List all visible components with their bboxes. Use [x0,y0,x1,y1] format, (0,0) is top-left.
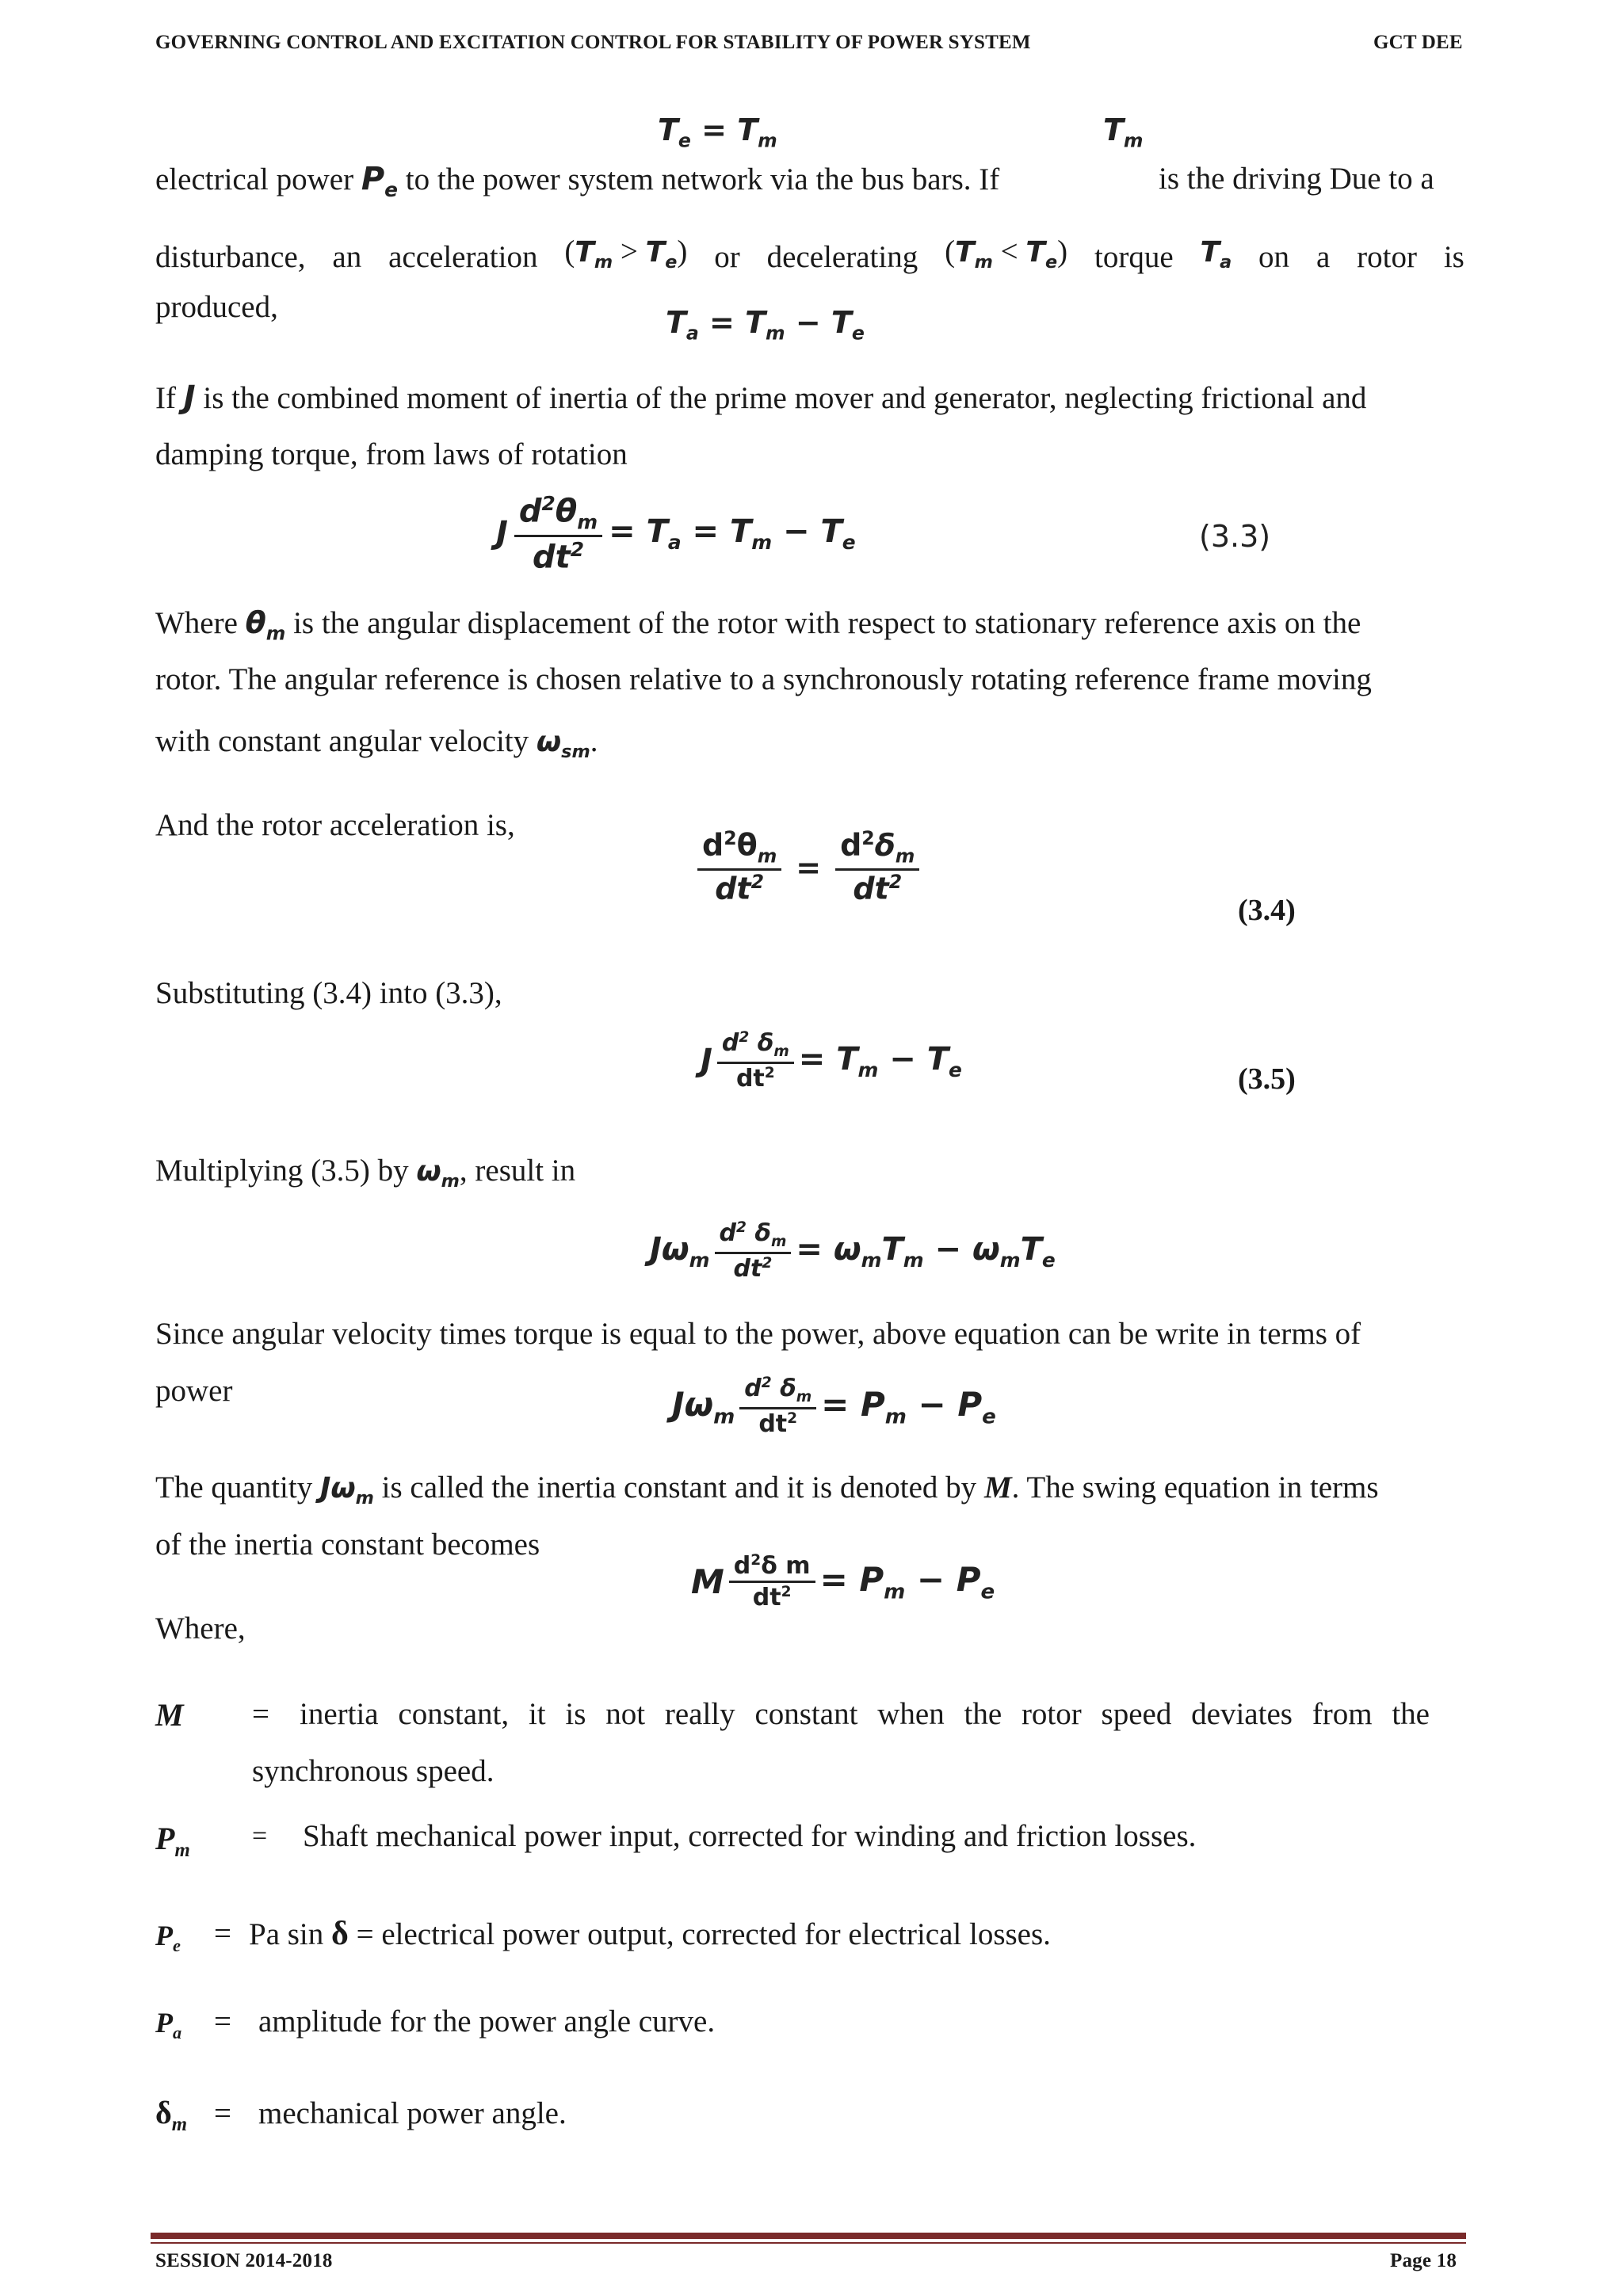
paragraph-line-11 [155,1142,575,1210]
equation-swing-inertia: M $\frac{d^2\delta m}{dt^2}$ = $P_m - P_e$ [691,1552,995,1611]
p11-tail: , result in [459,1154,576,1188]
equation-3-4: $\frac{d^2\theta_m}{dt^2}$ = $\frac{d^2\delta_m}{dt^2}$ [697,829,919,906]
symbol-tm-floating: $T_m$ [1103,113,1144,152]
symbol-omega-sm: $\omega_{sm}$ [536,726,590,763]
def-text-pe: Pa sin δ = electrical power output, corrected for electrical losses. [249,1916,1051,1952]
inequality-tm-lt-te: $(T_m < T_e)$ [945,235,1068,273]
p1-part-c: is the driving Due to a [1159,162,1434,196]
def-symbol-m: M [155,1697,184,1733]
equation-number-3-5: (3.5) [1238,1062,1296,1096]
p1-part-b: to the power system network via the bus bars. If [405,162,1000,196]
delta-symbol: δ [331,1916,349,1952]
symbol-j: J [183,379,196,416]
paragraph-line-15: of the inertia constant becomes [155,1527,540,1562]
paragraph-line-9: And the rotor acceleration is, [155,808,515,842]
equation-power-swing: $J\omega_m$ $\frac{d^2 \delta_m}{dt^2}$ = $P_m - P_e$ [672,1375,996,1439]
def-text-m-2: synchronous speed. [252,1754,495,1788]
paragraph-line-13: power [155,1374,233,1408]
paragraph-line-3: produced, [155,290,278,324]
paragraph-line-1 [155,151,999,219]
symbol-theta-m: $\theta_m$ [245,605,286,645]
symbol-omega-m: $\omega_m$ [416,1155,460,1192]
def-eq-pa: = [214,2004,231,2039]
p6-where: Where [155,606,238,640]
def-symbol-pe: $P_e$ [155,1920,181,1956]
symbol-j-omega-m: $J\omega_m$ [319,1472,374,1509]
p2-on: on [1258,239,1290,274]
def-text-m-1: inertia constant, it is not really constant when the rotor speed deviates from the [300,1697,1430,1731]
p4-rest: is the combined moment of inertia of the prime mover and generator, neglecting frictional and [203,381,1367,415]
footer-rule-thin [151,2242,1466,2244]
p11-text: Multiplying (3.5) by [155,1154,409,1188]
equation-te-equals-tm: $T_e = T_m$ [658,113,777,152]
equation-number-3-3: (3.3) [1199,519,1271,554]
def-text-pa: amplitude for the power angle curve. [258,2004,716,2039]
p1-part-a: electrical power [155,162,354,196]
symbol-ta: $T_a$ [1200,235,1232,273]
p2-a: a [1316,239,1331,274]
def-eq-pm: = [252,1821,268,1851]
p6-rest: is the angular displacement of the rotor with respect to stationary reference axis on the [293,606,1361,640]
p14-d: . The swing equation in terms [1011,1470,1379,1505]
footer-session: SESSION 2014-2018 [155,2250,333,2271]
header-dept: GCT DEE [1373,32,1463,53]
p14-a: The quantity [155,1470,313,1505]
def-eq-pe: = [214,1917,231,1951]
p4-if: If [155,381,176,415]
equation-number-3-4: (3.4) [1238,894,1296,927]
paragraph-line-7: rotor. The angular reference is chosen relative to a synchronously rotating reference frame moving [155,662,1372,696]
equation-3-5: J $\frac{d^2 \delta_m}{dt^2}$ = $T_m - T_e$ [701,1029,962,1093]
p2-an: an [332,239,362,274]
footer-rule-thick [151,2233,1466,2239]
equation-ta: $T_a = T_m - T_e$ [666,305,865,345]
p2-torque: torque [1094,239,1174,274]
def-eq-m: = [252,1697,269,1731]
paragraph-line-5: damping torque, from laws of rotation [155,437,628,471]
equation-3-3: J $\frac{d^2\theta_m}{dt^2}$ = $T_a = T_m - T_e$ [496,492,856,575]
p2-decelerating: decelerating [766,239,918,274]
def-symbol-pm: $P_m$ [155,1821,190,1861]
def-symbol-pa: $P_a$ [155,2007,182,2043]
inequality-tm-gt-te: $(T_m > T_e)$ [564,235,688,273]
paragraph-line-10: Substituting (3.4) into (3.3), [155,976,502,1010]
paragraph-line-4 [155,369,1366,427]
paragraph-line-12: Since angular velocity times torque is equal to the power, above equation can be write in terms of [155,1317,1361,1351]
paragraph-line-8: with constant angular velocity $\omega_{sm}$. [155,724,598,763]
p2-rotor: rotor [1357,239,1417,274]
def-symbol-delta-m: $\delta_m$ [155,2095,188,2135]
footer-page-number: Page 18 [1390,2250,1457,2271]
p2-disturbance: disturbance, [155,239,306,274]
p2-or: or [714,239,740,274]
p2-is: is [1443,239,1465,274]
header-title: GOVERNING CONTROL AND EXCITATION CONTROL FOR STABILITY OF POWER SYSTEM [155,32,1031,53]
def-eq-delta-m: = [214,2096,231,2130]
def-text-delta-m: mechanical power angle. [258,2096,567,2130]
p2-acceleration: acceleration [388,239,538,274]
symbol-pe: $P_e$ [361,161,398,201]
paragraph-line-2 [155,223,1465,291]
paragraph-line-16: Where, [155,1611,246,1646]
def-text-pm: Shaft mechanical power input, corrected for winding and friction losses. [303,1819,1197,1853]
equation-j-omega-product: $J\omega_m$ $\frac{d^2 \delta_m}{dt^2}$ = $\omega_mT_m - \omega_mT_e$ [650,1219,1056,1283]
p8-text: with constant angular velocity [155,724,529,758]
p14-b: is called the inertia constant and it is denoted by [381,1470,977,1505]
p14-m: M [983,1470,1012,1505]
